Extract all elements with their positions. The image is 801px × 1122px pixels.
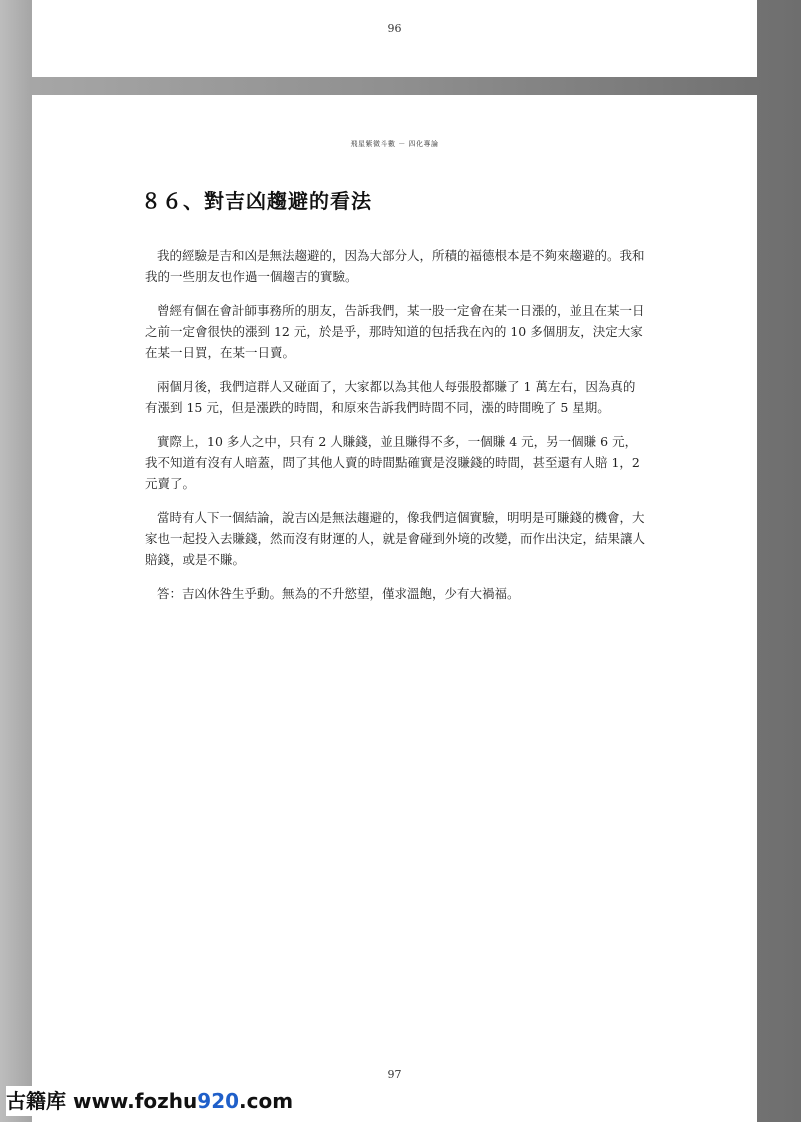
paragraph: 答：吉凶休咎生乎動。無為的不升慾望，僅求溫飽，少有大禍福。 bbox=[157, 586, 520, 601]
watermark-url-digits: 920 bbox=[197, 1089, 240, 1113]
paragraph: 實際上，10 多人之中，只有 2 人賺錢，並且賺得不多，一個賺 4 元，另一個賺 6 元，我不知道有沒有人暗蓋，問了其他人賣的時間點確實是沒賺錢的時間，甚至還有人賠 1，2 元賣了。 bbox=[145, 434, 640, 491]
page-number: 97 bbox=[387, 1068, 402, 1081]
site-watermark bbox=[6, 1086, 299, 1116]
current-page bbox=[32, 95, 757, 1122]
paragraph: 曾經有個在會計師事務所的朋友，告訴我們，某一股一定會在某一日漲的，並且在某一日之前一定會很快的漲到 12 元，於是乎，那時知道的包括我在內的 10 多個朋友，決定大家在某一日買，在某一日賣。 bbox=[145, 303, 645, 360]
previous-page-number: 96 bbox=[387, 22, 402, 35]
body-text bbox=[145, 245, 645, 617]
chapter-title: ８６、對吉凶趨避的看法 bbox=[141, 189, 372, 213]
watermark-site-name: 古籍库 bbox=[6, 1089, 66, 1113]
watermark-url-suffix: .com bbox=[239, 1089, 294, 1113]
watermark-url-prefix: www.fozhu bbox=[72, 1089, 198, 1113]
previous-page bbox=[32, 0, 757, 77]
paragraph: 當時有人下一個結論，說吉凶是無法趨避的，像我們這個實驗，明明是可賺錢的機會，大家也一起投入去賺錢，然而沒有財運的人，就是會碰到外境的改變，而作出決定，結果讓人賠錢，或是不賺。 bbox=[145, 510, 646, 567]
paragraph: 我的經驗是吉和凶是無法趨避的，因為大部分人，所積的福德根本是不夠來趨避的。我和我的一些朋友也作過一個趨吉的實驗。 bbox=[145, 248, 645, 284]
running-header: 飛星紫微斗數 － 四化專論 bbox=[350, 140, 439, 148]
paragraph: 兩個月後，我們這群人又碰面了，大家都以為其他人每張股都賺了 1 萬左右，因為真的有漲到 15 元，但是漲跌的時間，和原來告訴我們時間不同，漲的時間晚了 5 星期。 bbox=[145, 379, 636, 415]
